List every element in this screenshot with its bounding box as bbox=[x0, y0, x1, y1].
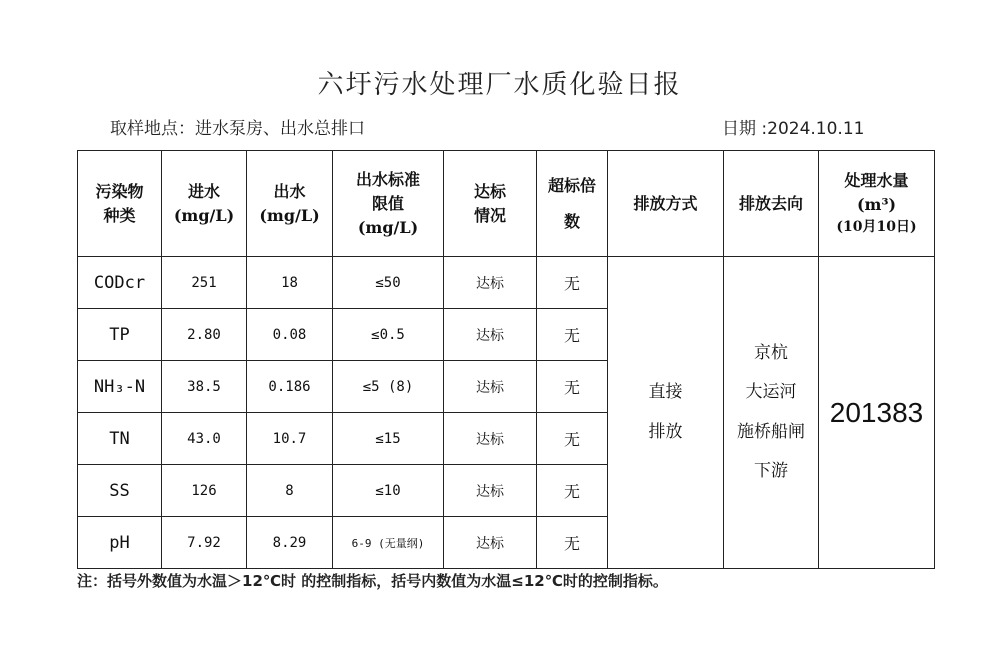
compliance-cell: 达标 bbox=[444, 309, 537, 361]
header-row bbox=[78, 151, 935, 257]
report-title: 六圩污水处理厂水质化验日报 bbox=[317, 70, 682, 100]
exceed-cell: 无 bbox=[537, 361, 608, 413]
water-quality-table bbox=[77, 150, 935, 569]
exceed-cell: 无 bbox=[537, 465, 608, 517]
pollutant-cell: CODcr bbox=[78, 257, 162, 309]
effluent-cell: 8 bbox=[247, 465, 333, 517]
pollutant-cell: SS bbox=[78, 465, 162, 517]
effluent-cell: 0.08 bbox=[247, 309, 333, 361]
header-effluent: 出水 (mg/L) bbox=[247, 151, 333, 257]
header-influent: 进水 (mg/L) bbox=[162, 151, 247, 257]
pollutant-cell: NH₃-N bbox=[78, 361, 162, 413]
limit-cell: ≤10 bbox=[333, 465, 444, 517]
effluent-cell: 0.186 bbox=[247, 361, 333, 413]
influent-cell: 38.5 bbox=[162, 361, 247, 413]
header-pollutant: 污染物 种类 bbox=[78, 151, 162, 257]
discharge-method-cell: 直接 排放 bbox=[608, 257, 724, 569]
header-volume: 处理水量 (m³) (10月10日) bbox=[819, 151, 935, 257]
pollutant-cell: TN bbox=[78, 413, 162, 465]
header-exceed: 超标倍 数 bbox=[537, 151, 608, 257]
effluent-cell: 8.29 bbox=[247, 517, 333, 569]
exceed-cell: 无 bbox=[537, 309, 608, 361]
influent-cell: 2.80 bbox=[162, 309, 247, 361]
discharge-direction-cell: 京杭 大运河 施桥船闸 下游 bbox=[724, 257, 819, 569]
influent-cell: 251 bbox=[162, 257, 247, 309]
header-discharge-method: 排放方式 bbox=[608, 151, 724, 257]
pollutant-cell: TP bbox=[78, 309, 162, 361]
header-limit: 出水标准 限值 (mg/L) bbox=[333, 151, 444, 257]
effluent-cell: 10.7 bbox=[247, 413, 333, 465]
header-discharge-direction: 排放去向 bbox=[724, 151, 819, 257]
compliance-cell: 达标 bbox=[444, 413, 537, 465]
compliance-cell: 达标 bbox=[444, 257, 537, 309]
influent-cell: 126 bbox=[162, 465, 247, 517]
pollutant-cell: pH bbox=[78, 517, 162, 569]
limit-cell: ≤0.5 bbox=[333, 309, 444, 361]
exceed-cell: 无 bbox=[537, 517, 608, 569]
limit-cell: ≤50 bbox=[333, 257, 444, 309]
volume-cell: 201383 bbox=[819, 257, 935, 569]
compliance-cell: 达标 bbox=[444, 361, 537, 413]
report-date: 日期 :2024.10.11 bbox=[722, 119, 865, 139]
footnote: 注：括号外数值为水温＞12℃时 的控制指标，括号内数值为水温≤12℃时的控制指标。 bbox=[77, 572, 668, 590]
compliance-cell: 达标 bbox=[444, 517, 537, 569]
limit-cell: ≤15 bbox=[333, 413, 444, 465]
influent-cell: 43.0 bbox=[162, 413, 247, 465]
sampling-location: 取样地点：进水泵房、出水总排口 bbox=[110, 119, 365, 139]
exceed-cell: 无 bbox=[537, 413, 608, 465]
header-compliance: 达标 情况 bbox=[444, 151, 537, 257]
influent-cell: 7.92 bbox=[162, 517, 247, 569]
effluent-cell: 18 bbox=[247, 257, 333, 309]
limit-cell: 6-9 (无量纲) bbox=[333, 517, 444, 569]
limit-cell: ≤5 (8) bbox=[333, 361, 444, 413]
exceed-cell: 无 bbox=[537, 257, 608, 309]
table-row bbox=[78, 257, 935, 309]
compliance-cell: 达标 bbox=[444, 465, 537, 517]
